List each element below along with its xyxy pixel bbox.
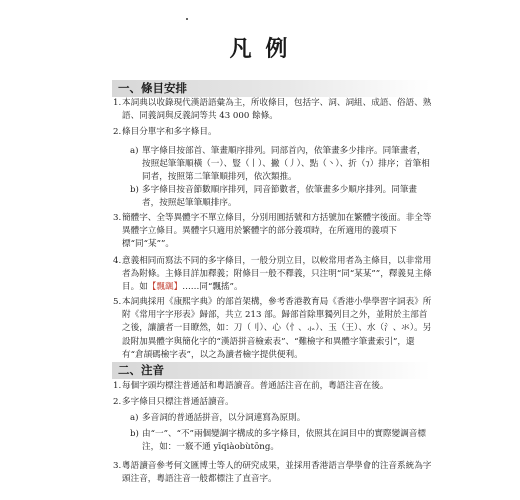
item-number: 1. [113, 381, 122, 391]
section-heading-pronunciation: 二、注音 [112, 362, 430, 379]
list-item [113, 212, 433, 252]
list-item [130, 412, 433, 425]
item-number: a) [130, 146, 139, 156]
list-item [113, 255, 433, 295]
item-text-main: 意義相同而寫法不同的多字條目，一般分別立目，以較常用者為主條目，以非常用者為附條。主條目詳加釋義；附條目一般不釋義，只注明“同“某某””，釋義見主條目。如 [122, 256, 432, 293]
item-text [113, 255, 433, 295]
list-item [113, 97, 433, 123]
list-item [113, 296, 433, 362]
list-item [113, 396, 433, 409]
item-number: 4. [113, 256, 122, 266]
item-text: 簡體字、全等異體字不單立條目，分別用圓括號和方括號加在繁體字後面。非全等異體字立條目。異體字只適用於繁體字的部分義項時，在所適用的義項下標“同“某””。 [122, 213, 432, 250]
page-mark [186, 18, 188, 20]
item-number: a) [130, 413, 139, 423]
example-headword: 【飄颻】 [147, 282, 183, 293]
page-title: 凡 例 [229, 36, 291, 62]
item-number: b) [130, 185, 139, 195]
section-heading-arrangement: 一、條目安排 [112, 80, 430, 97]
list-item [130, 184, 433, 210]
item-number: 3. [113, 213, 122, 223]
item-number: 3. [113, 461, 122, 471]
list-item [113, 126, 433, 139]
item-text: 多字條目按音節數順序排列，同音節數者，依筆畫多少順序排列。同筆畫者，按照起筆筆順排序。 [142, 185, 418, 209]
item-text-tail: ……同“飄搖”。 [182, 282, 243, 293]
item-number: 5. [113, 297, 122, 307]
list-item [113, 380, 433, 393]
item-number: 2. [113, 397, 122, 407]
list-item [130, 145, 433, 185]
item-text: 本詞典以收錄現代漢語語彙為主，所收條目，包括字、詞、詞組、成語、俗語、熟語、同義詞與反義詞等共 43 000 餘條。 [122, 98, 432, 122]
item-number: 1. [113, 98, 122, 108]
item-text: 單字條目按部首、筆畫順序排列。同部首內，依筆畫多少排序。同筆畫者，按照起筆筆順橫（一）、豎（丨）、撇（丿）、點（丶）、折（⁊）排序；首筆相同者，按照第二筆筆順排列，依次類推。 [142, 146, 430, 183]
list-item [130, 428, 433, 454]
item-text: 多字條目只標注普通話讀音。 [122, 397, 234, 407]
item-text: 由“一”、“不”兩個變調字構成的多字條目，依照其在詞目中的實際變調音標注，如：一竅不通 yīqiàobùtōng。 [142, 429, 426, 453]
item-number: b) [130, 429, 139, 439]
item-number: 2. [113, 127, 122, 137]
item-text: 粵語讀音參考何文匯博士等人的研究成果，並採用香港語言學學會的注音系統為字頭注音，粵語注音一般都標注了直音字。 [122, 461, 432, 485]
item-text: 條目分單字和多字條目。 [122, 127, 217, 137]
item-text: 多音詞的普通話拼音，以分詞連寫為原則。 [142, 413, 306, 423]
list-item [113, 460, 433, 486]
item-text: 每個字頭均標注普通話和粵語讀音。普通話注音在前，粵語注音在後。 [122, 381, 389, 391]
item-text: 本詞典採用《康熙字典》的部首架構，參考香港教育局《香港小學學習字詞表》所附《常用字字形表》歸部，共立 213 部。歸部首除單獨列目之外，並附於主部首之後，讓讀者一目瞭然，如：刀（刂）、心（忄、⺗）、玉（王）、水（氵、氺）。另設附加異體字與簡化字的“漢語拼音檢索表”、“難檢字和異體字筆畫索引”，還有“倉頡碼檢字表”，以之為讀者檢字提供便利。 [122, 297, 432, 360]
